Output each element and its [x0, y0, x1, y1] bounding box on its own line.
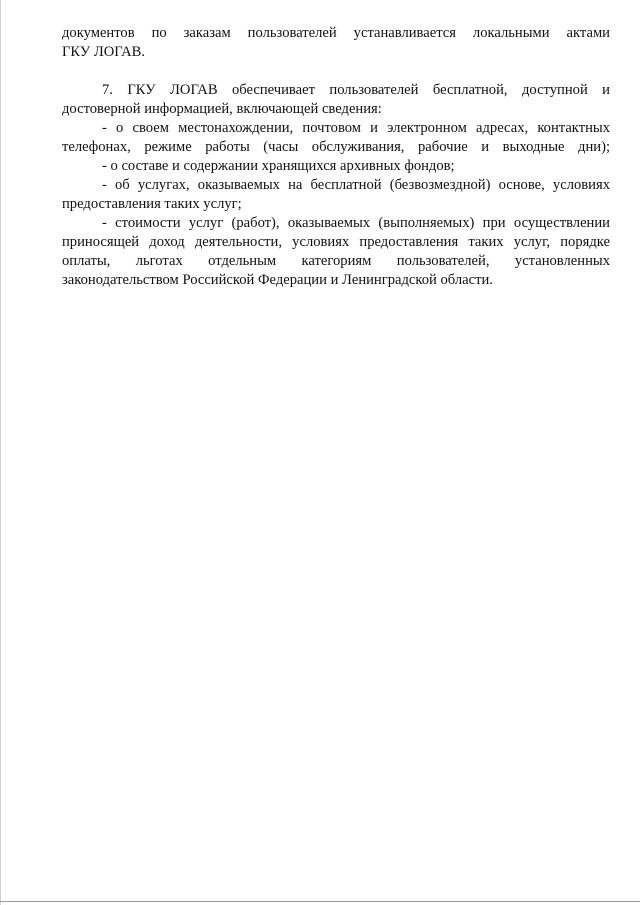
clause-7	[62, 81, 610, 290]
text-line: оплаты, льготах отдельным категориям пользователей, установленных	[62, 253, 610, 269]
list-item-free-services: - об услугах, оказываемых на бесплатной (безвозмездной) основе, условиях	[102, 177, 610, 193]
text-line: достоверной информацией, включающей сведения:	[62, 101, 382, 117]
text-line: телефонах, режиме работы (часы обслуживания, рабочие и выходные дни);	[62, 139, 610, 155]
text-line: документов по заказам пользователей устанавливается локальными актами	[62, 25, 610, 41]
scan-bottom-edge	[0, 901, 640, 902]
continuation-paragraph	[62, 24, 610, 62]
text-line: предоставления таких услуг;	[62, 196, 242, 212]
text-line: приносящей доход деятельности, условиях предоставления таких услуг, порядке	[62, 234, 610, 250]
list-item-location: - о своем местонахождении, почтовом и электронном адресах, контактных	[102, 120, 610, 136]
document-page	[62, 24, 610, 290]
list-item-paid-services: - стоимости услуг (работ), оказываемых (выполняемых) при осуществлении	[102, 215, 610, 231]
text-line: ГКУ ЛОГАВ.	[62, 44, 146, 60]
list-item-funds: - о составе и содержании хранящихся архивных фондов;	[102, 158, 455, 174]
clause-heading-line: 7. ГКУ ЛОГАВ обеспечивает пользователей бесплатной, доступной и	[102, 82, 610, 98]
scan-left-edge	[0, 0, 1, 905]
paragraph-gap	[62, 62, 610, 81]
text-line: законодательством Российской Федерации и Ленинградской области.	[62, 272, 493, 288]
